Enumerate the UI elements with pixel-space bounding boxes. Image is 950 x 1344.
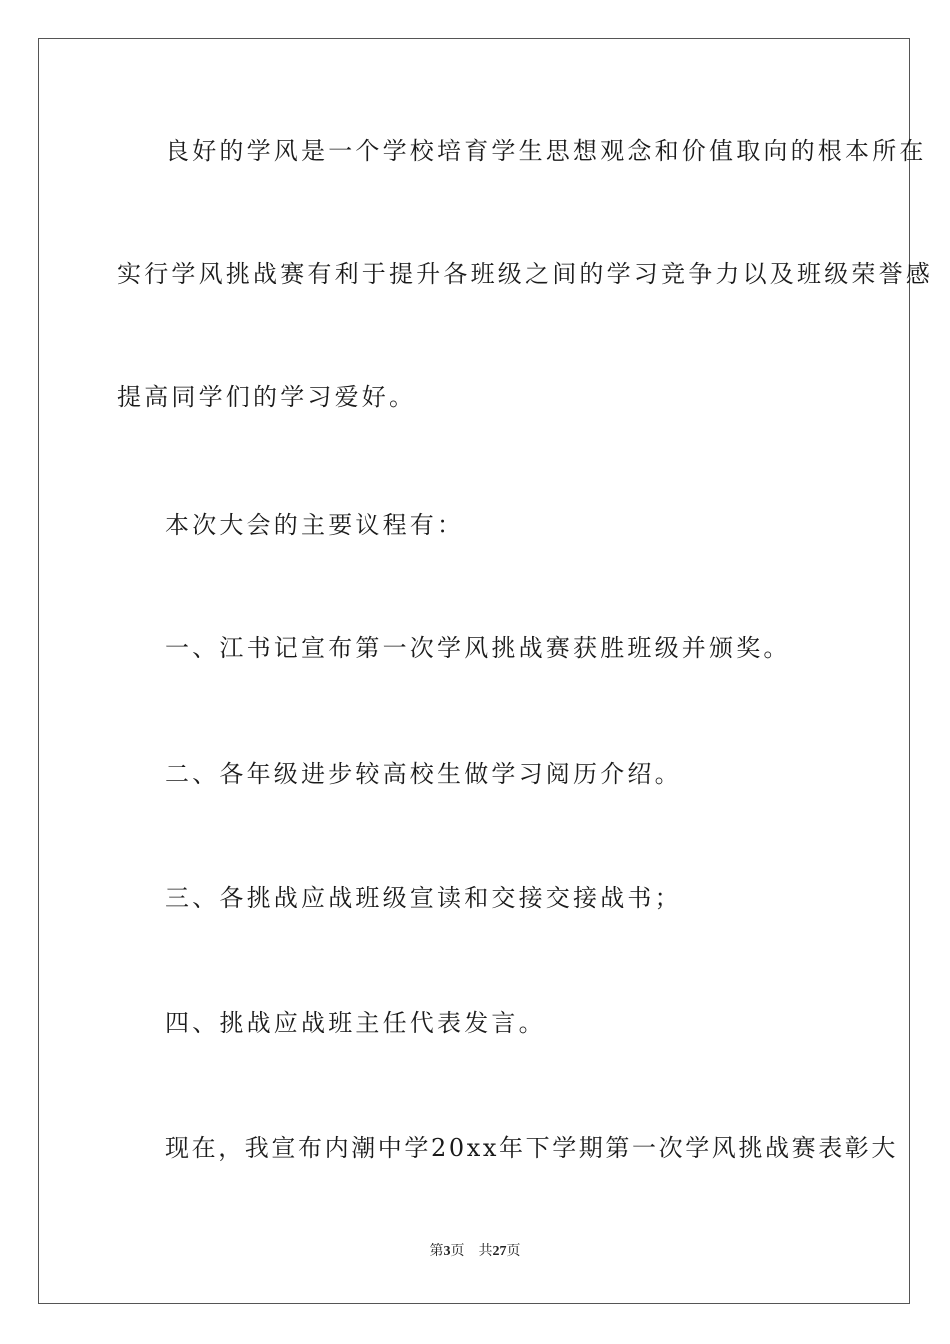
page-frame	[38, 38, 910, 1304]
footer-page-prefix: 第	[429, 1244, 444, 1259]
agenda-heading: 本次大会的主要议程有：	[165, 511, 465, 539]
paragraph-line-2: 实行学风挑战赛有利于提升各班级之间的学习竞争力以及班级荣誉感	[117, 260, 933, 288]
agenda-item-1: 一、江书记宣布第一次学风挑战赛获胜班级并颁奖。	[165, 634, 791, 662]
agenda-item-2: 二、各年级进步较高校生做学习阅历介绍。	[165, 760, 682, 788]
agenda-item-4: 四、挑战应战班主任代表发言。	[165, 1009, 546, 1037]
footer-total-suffix: 页	[506, 1244, 521, 1259]
footer-current-page: 3	[443, 1244, 451, 1259]
footer-page-suffix: 页	[450, 1244, 465, 1259]
agenda-item-3: 三、各挑战应战班级宣读和交接交接战书；	[165, 884, 682, 912]
closing-line: 现在，我宣布内潮中学20xx年下学期第一次学风挑战赛表彰大	[165, 1134, 899, 1162]
footer-total-prefix: 共	[478, 1244, 493, 1259]
page-footer	[0, 1243, 950, 1261]
paragraph-line-1: 良好的学风是一个学校培育学生思想观念和价值取向的根本所在	[165, 137, 927, 165]
paragraph-line-3: 提高同学们的学习爱好。	[117, 383, 417, 411]
footer-total-pages: 27	[492, 1244, 507, 1259]
